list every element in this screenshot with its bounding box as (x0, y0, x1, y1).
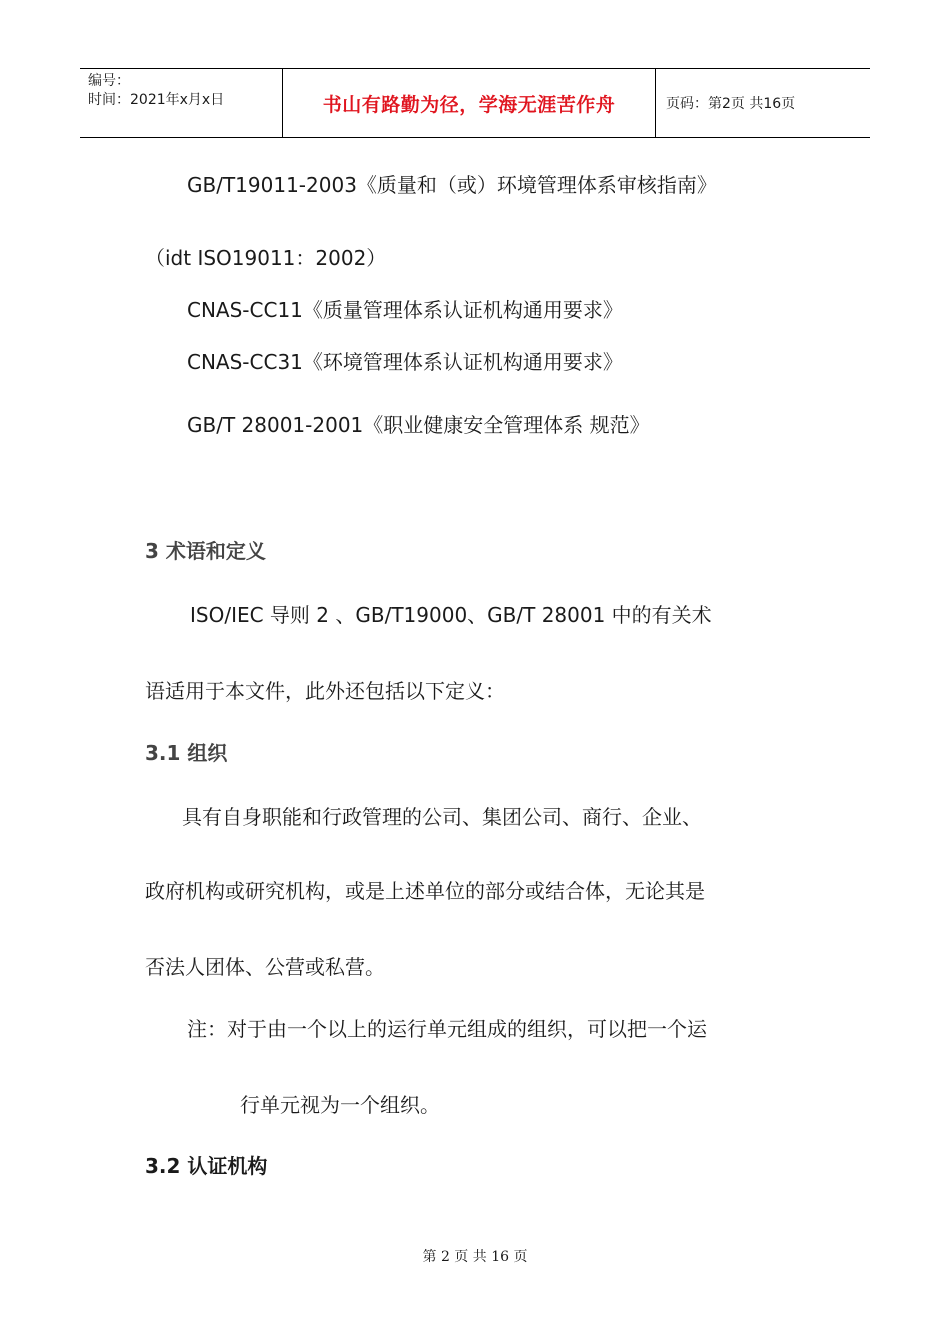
header-motto: 书山有路勤为径，学海无涯苦作舟 (282, 69, 656, 137)
header-meta (80, 69, 282, 137)
reference-iso19011: （idt ISO19011：2002） (145, 246, 387, 270)
section-3-1-paragraph-line-3: 否法人团体、公营或私营。 (145, 955, 385, 979)
page-header (80, 68, 870, 138)
note-line-2: 行单元视为一个组织。 (240, 1093, 440, 1117)
section-3-paragraph-line-1: ISO/IEC 导则 2 、GB/T19000、GB/T 28001 中的有关术 (190, 603, 712, 627)
section-3-paragraph-line-2: 语适用于本文件，此外还包括以下定义： (145, 679, 505, 703)
section-3-1-heading: 3.1 组织 (145, 741, 228, 765)
number-label: 编号： (88, 73, 130, 89)
section-3-2-heading: 3.2 认证机构 (145, 1154, 268, 1178)
reference-gb28001: GB/T 28001-2001《职业健康安全管理体系 规范》 (187, 413, 650, 437)
time-label: 时间：2021年x月x日 (88, 92, 225, 108)
section-3-1-paragraph-line-1: 具有自身职能和行政管理的公司、集团公司、商行、企业、 (182, 805, 702, 829)
note-line-1: 注：对于由一个以上的运行单元组成的组织，可以把一个运 (187, 1017, 707, 1041)
page-footer: 第 2 页 共 16 页 (422, 1249, 528, 1265)
reference-gb19011: GB/T19011-2003《质量和（或）环境管理体系审核指南》 (187, 173, 717, 197)
reference-cnas-cc11: CNAS-CC11《质量管理体系认证机构通用要求》 (187, 298, 623, 322)
section-3-1-paragraph-line-2: 政府机构或研究机构，或是上述单位的部分或结合体，无论其是 (145, 879, 705, 903)
header-page-info: 页码：第2页 共16页 (666, 96, 796, 112)
reference-cnas-cc31: CNAS-CC31《环境管理体系认证机构通用要求》 (187, 350, 623, 374)
section-3-heading: 3 术语和定义 (145, 539, 266, 563)
